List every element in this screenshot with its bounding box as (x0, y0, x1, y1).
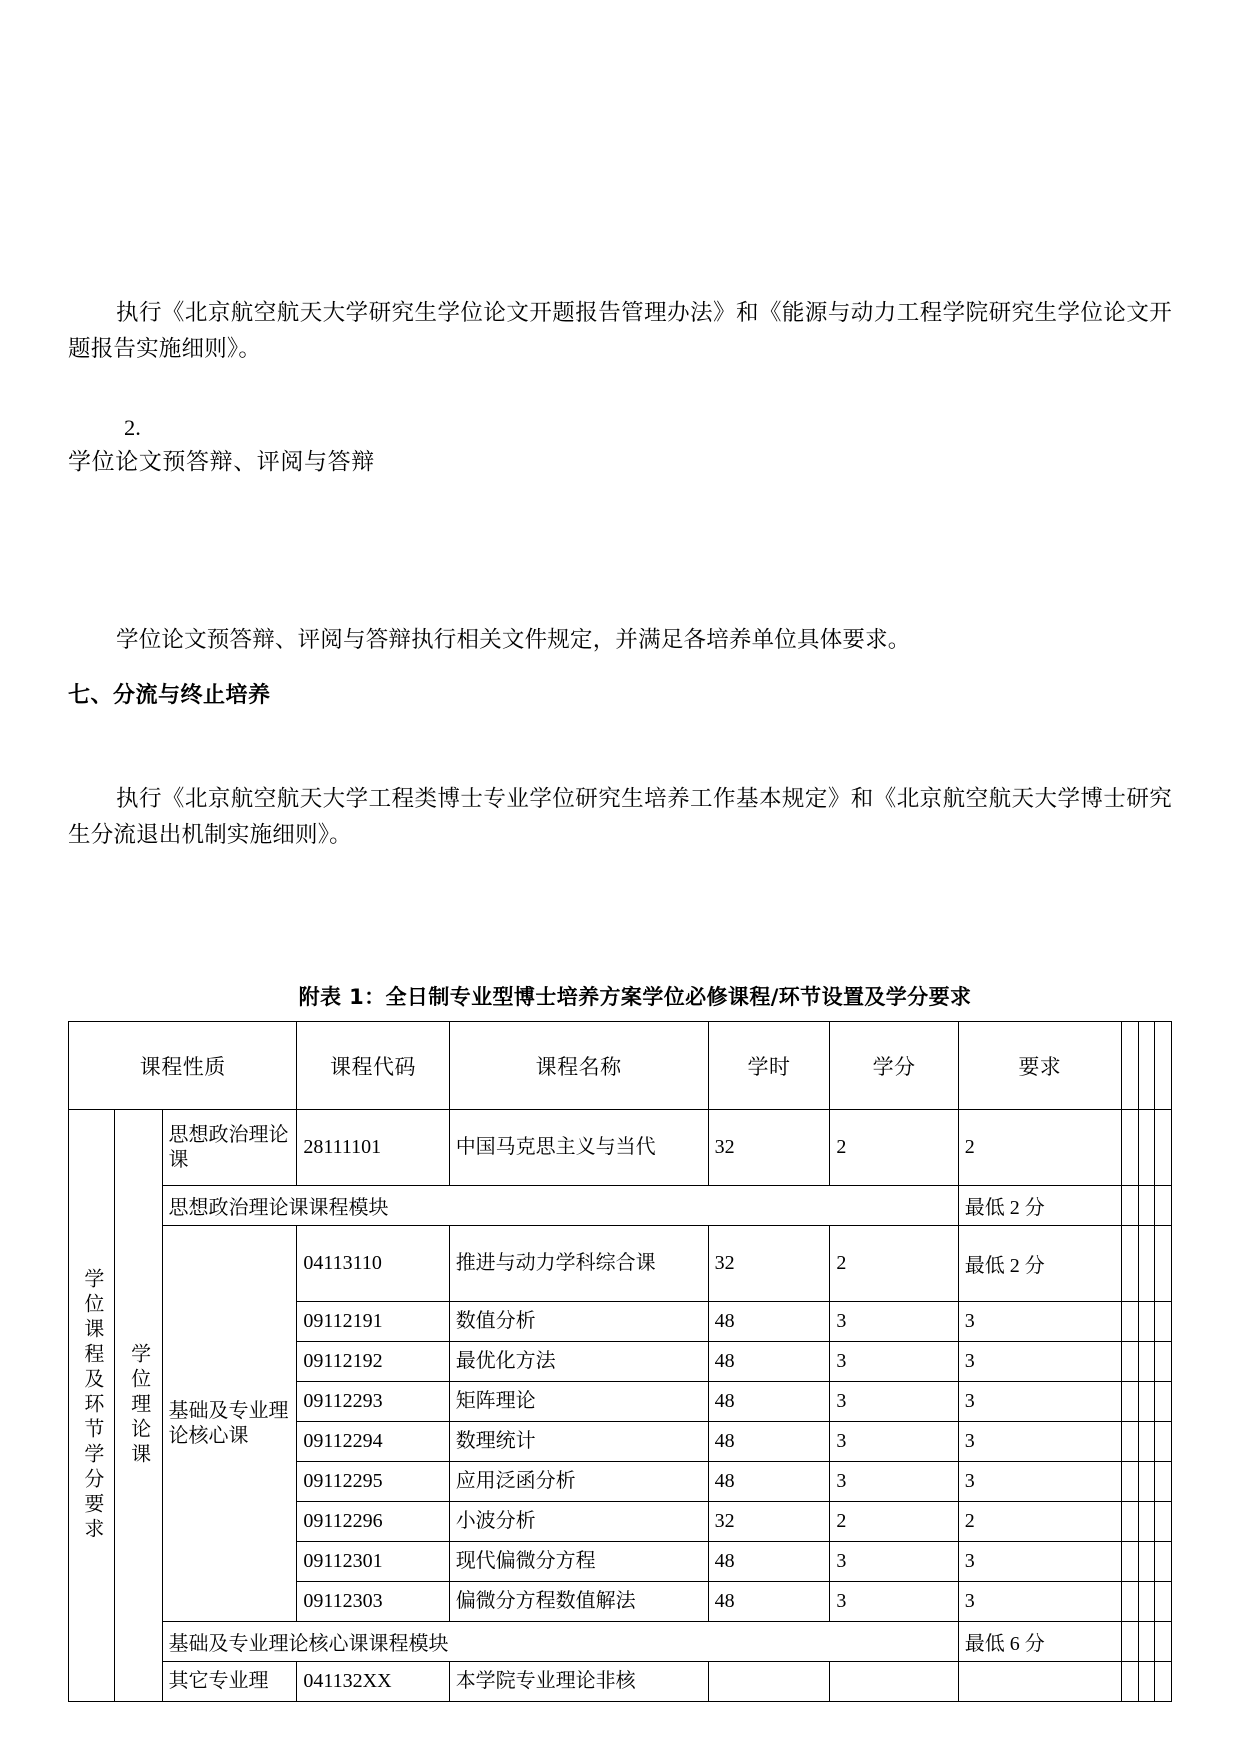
course-credits: 2 (830, 1110, 958, 1186)
course-credits: 3 (830, 1422, 958, 1462)
course-hours: 48 (708, 1542, 830, 1582)
spare-cell-1 (1121, 1342, 1138, 1382)
course-hours: 32 (708, 1226, 830, 1302)
course-name: 数理统计 (449, 1422, 708, 1462)
spare-cell-1 (1121, 1502, 1138, 1542)
course-code: 09112303 (297, 1582, 449, 1622)
header-credits: 学分 (830, 1022, 958, 1110)
category-core-theory: 基础及专业理论核心课 (162, 1226, 297, 1622)
course-name: 中国马克思主义与当代 (449, 1110, 708, 1186)
spare-cell-3 (1154, 1582, 1172, 1622)
gap-before-table (68, 875, 1172, 977)
spare-cell-1 (1121, 1662, 1138, 1702)
spare-cell-1 (1121, 1302, 1138, 1342)
course-credits: 2 (830, 1226, 958, 1302)
course-credits: 3 (830, 1462, 958, 1502)
gap-after-paragraph-1 (68, 389, 1172, 411)
spare-cell-3 (1154, 1226, 1172, 1302)
spare-cell-2 (1139, 1110, 1154, 1186)
spare-cell-1 (1121, 1110, 1138, 1186)
course-name: 数值分析 (449, 1302, 708, 1342)
course-hours: 48 (708, 1422, 830, 1462)
module-label-politics: 思想政治理论课课程模块 (162, 1186, 958, 1226)
course-credits (830, 1662, 958, 1702)
paragraph-open-report: 执行《北京航空航天大学研究生学位论文开题报告管理办法》和《能源与动力工程学院研究生学位论文开题报告实施细则》。 (68, 299, 1172, 361)
course-code: 09112191 (297, 1302, 449, 1342)
spare-cell-1 (1121, 1422, 1138, 1462)
course-credits: 3 (830, 1582, 958, 1622)
top-spacer (68, 0, 1172, 272)
spare-cell-1 (1121, 1622, 1138, 1662)
module-requirement-core: 最低 6 分 (958, 1622, 1121, 1662)
list-number-2: 2. (124, 415, 141, 440)
spare-cell-3 (1154, 1422, 1172, 1462)
spare-cell-3 (1154, 1542, 1172, 1582)
group-label-degree-courses: 学位课程及环节学分要求 (69, 1110, 115, 1702)
spare-cell-2 (1139, 1502, 1154, 1542)
spare-cell-1 (1121, 1542, 1138, 1582)
spare-cell-3 (1154, 1662, 1172, 1702)
table-row-module (69, 1622, 1172, 1662)
paragraph-defense-rules: 学位论文预答辩、评阅与答辩执行相关文件规定，并满足各培养单位具体要求。 (116, 626, 911, 652)
course-code: 09112295 (297, 1462, 449, 1502)
spare-cell-3 (1154, 1502, 1172, 1542)
module-requirement-politics: 最低 2 分 (958, 1186, 1121, 1226)
paragraph-termination-rules: 执行《北京航空航天大学工程类博士专业学位研究生培养工作基本规定》和《北京航空航天大学博士研究生分流退出机制实施细则》。 (68, 785, 1172, 847)
course-hours: 48 (708, 1462, 830, 1502)
spare-cell-1 (1121, 1226, 1138, 1302)
spare-cell-2 (1139, 1422, 1154, 1462)
spare-cell-3 (1154, 1382, 1172, 1422)
course-code: 09112192 (297, 1342, 449, 1382)
course-requirement: 3 (958, 1542, 1121, 1582)
spare-cell-2 (1139, 1582, 1154, 1622)
course-code: 09112296 (297, 1502, 449, 1542)
header-requirement: 要求 (958, 1022, 1121, 1110)
table-row (69, 1662, 1172, 1702)
subheading-defense: 学位论文预答辩、评阅与答辩 (68, 449, 375, 475)
course-requirement: 最低 2 分 (958, 1226, 1121, 1302)
course-name: 现代偏微分方程 (449, 1542, 708, 1582)
course-requirement: 3 (958, 1302, 1121, 1342)
spare-cell-2 (1139, 1226, 1154, 1302)
spare-cell-2 (1139, 1302, 1154, 1342)
course-name: 偏微分方程数值解法 (449, 1582, 708, 1622)
spare-cell-1 (1121, 1462, 1138, 1502)
course-requirement (958, 1662, 1121, 1702)
course-code: 041132XX (297, 1662, 449, 1702)
spare-cell-1 (1121, 1382, 1138, 1422)
gap-before-paragraph-2 (68, 479, 1172, 599)
group-label-degree-theory: 学位理论课 (114, 1110, 162, 1702)
course-requirement: 2 (958, 1502, 1121, 1542)
course-credits: 3 (830, 1302, 958, 1342)
course-credits: 3 (830, 1342, 958, 1382)
course-hours: 48 (708, 1582, 830, 1622)
module-label-core: 基础及专业理论核心课课程模块 (162, 1622, 958, 1662)
course-credits: 3 (830, 1542, 958, 1582)
spare-cell-2 (1139, 1542, 1154, 1582)
spare-cell-2 (1139, 1342, 1154, 1382)
course-requirement: 3 (958, 1342, 1121, 1382)
spare-cell-2 (1139, 1662, 1154, 1702)
spare-cell-1 (1121, 1186, 1138, 1226)
course-name: 本学院专业理论非核 (449, 1662, 708, 1702)
course-credits: 3 (830, 1382, 958, 1422)
course-credits: 2 (830, 1502, 958, 1542)
spare-cell-3 (1154, 1110, 1172, 1186)
course-requirement: 3 (958, 1462, 1121, 1502)
spare-cell-2 (1139, 1382, 1154, 1422)
header-spare-3 (1154, 1022, 1172, 1110)
course-name: 矩阵理论 (449, 1382, 708, 1422)
spare-cell-3 (1154, 1302, 1172, 1342)
spare-cell-1 (1121, 1582, 1138, 1622)
header-spare-2 (1139, 1022, 1154, 1110)
header-course-code: 课程代码 (297, 1022, 449, 1110)
category-politics-theory: 思想政治理论课 (162, 1110, 297, 1186)
course-hours: 32 (708, 1110, 830, 1186)
course-hours: 48 (708, 1342, 830, 1382)
spare-cell-2 (1139, 1462, 1154, 1502)
spare-cell-2 (1139, 1186, 1154, 1226)
course-name: 小波分析 (449, 1502, 708, 1542)
course-code: 09112293 (297, 1382, 449, 1422)
course-requirements-table (68, 1021, 1172, 1702)
spare-cell-3 (1154, 1622, 1172, 1662)
header-course-nature: 课程性质 (69, 1022, 297, 1110)
course-requirement: 2 (958, 1110, 1121, 1186)
header-class-hours: 学时 (708, 1022, 830, 1110)
course-code: 09112301 (297, 1542, 449, 1582)
table-row (69, 1110, 1172, 1186)
category-other-theory: 其它专业理 (162, 1662, 297, 1702)
course-requirement: 3 (958, 1382, 1121, 1422)
header-spare-1 (1121, 1022, 1138, 1110)
course-hours: 32 (708, 1502, 830, 1542)
course-requirement: 3 (958, 1422, 1121, 1462)
course-code: 28111101 (297, 1110, 449, 1186)
gap-before-paragraph-3 (68, 712, 1172, 758)
course-code: 09112294 (297, 1422, 449, 1462)
course-hours: 48 (708, 1302, 830, 1342)
course-hours (708, 1662, 830, 1702)
spare-cell-2 (1139, 1622, 1154, 1662)
spare-cell-3 (1154, 1186, 1172, 1226)
course-requirement: 3 (958, 1582, 1121, 1622)
course-name: 应用泛函分析 (449, 1462, 708, 1502)
section-heading-seven: 七、分流与终止培养 (68, 683, 271, 708)
course-name: 推进与动力学科综合课 (449, 1226, 708, 1302)
course-name: 最优化方法 (449, 1342, 708, 1382)
table-row (69, 1226, 1172, 1302)
table-header-row (69, 1022, 1172, 1110)
table-row-module (69, 1186, 1172, 1226)
spare-cell-3 (1154, 1342, 1172, 1382)
course-hours: 48 (708, 1382, 830, 1422)
header-course-name: 课程名称 (449, 1022, 708, 1110)
table-caption: 附表 1：全日制专业型博士培养方案学位必修课程/环节设置及学分要求 (298, 985, 972, 1009)
spare-cell-3 (1154, 1462, 1172, 1502)
course-code: 04113110 (297, 1226, 449, 1302)
